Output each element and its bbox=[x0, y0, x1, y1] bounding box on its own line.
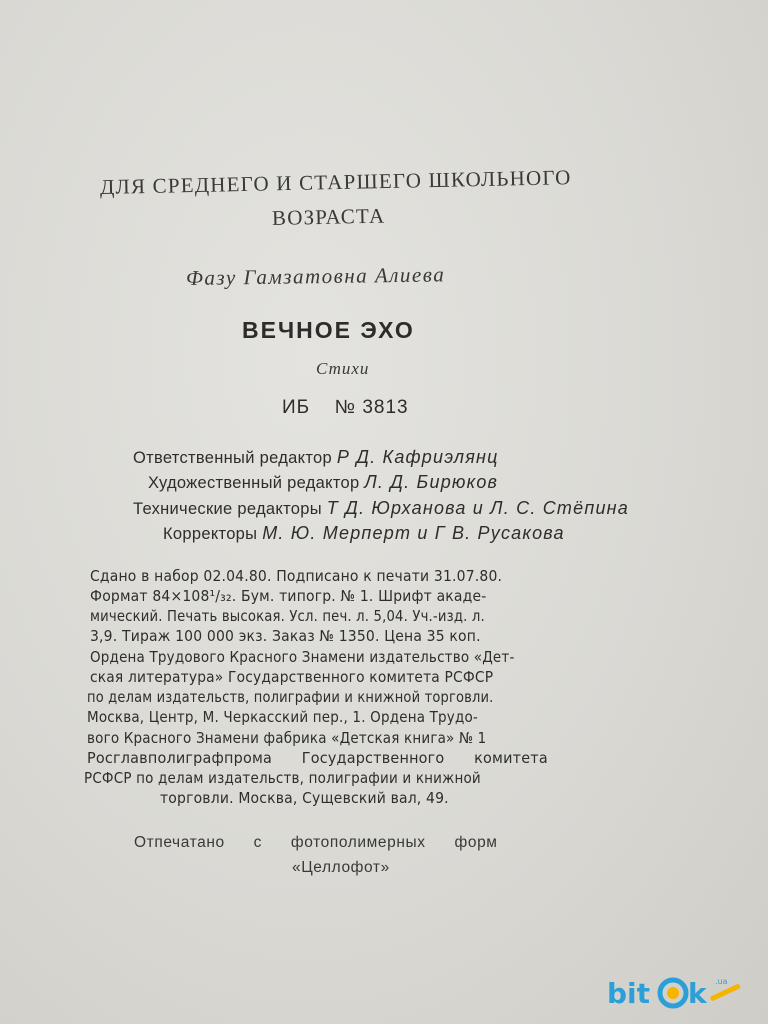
credit-line bbox=[133, 498, 629, 519]
credit-role: Художественный редактор bbox=[148, 474, 360, 492]
bitok-watermark-logo bbox=[605, 970, 755, 1020]
audience-line-2: ВОЗРАСТА bbox=[271, 203, 386, 230]
ib-label: ИБ bbox=[282, 397, 311, 418]
credit-person: Р Д. Кафриэлянц bbox=[336, 447, 499, 467]
credit-person: М. Ю. Мерперт и Г В. Русакова bbox=[262, 523, 565, 543]
credit-role: Технические редакторы bbox=[133, 500, 322, 518]
imprint-line: мический. Печать высокая. Усл. печ. л. 5,04. Уч.-изд. л. bbox=[90, 607, 485, 625]
imprint-line: вого Красного Знамени фабрика «Детская книга» № 1 bbox=[87, 729, 487, 747]
imprint-line: Ордена Трудового Красного Знамени издательство «Дет- bbox=[90, 648, 515, 666]
author-name: Фазу Гамзатовна Алиева bbox=[185, 262, 446, 290]
book-genre: Стихи bbox=[316, 359, 370, 378]
printing-note-line-2: «Целлофот» bbox=[292, 859, 390, 876]
printing-note-line-1: Отпечатано с фотополимерных форм bbox=[134, 834, 498, 851]
imprint-line: 3,9. Тираж 100 000 экз. Заказ № 1350. Цена 35 коп. bbox=[90, 627, 481, 645]
imprint-line: РСФСР по делам издательств, полиграфии и книжной bbox=[84, 769, 481, 787]
imprint-line: по делам издательств, полиграфии и книжной торговли. bbox=[87, 688, 494, 706]
bitok-logo-icon bbox=[605, 970, 755, 1020]
credit-line bbox=[163, 523, 565, 544]
credit-line bbox=[133, 447, 499, 468]
svg-text:.ua: .ua bbox=[715, 977, 728, 986]
credit-role: Корректоры bbox=[163, 525, 258, 543]
svg-text:k: k bbox=[688, 977, 707, 1010]
credit-line bbox=[148, 472, 498, 493]
credit-person: Л. Д. Бирюков bbox=[364, 472, 499, 492]
imprint-line: ская литература» Государственного комитета РСФСР bbox=[90, 668, 494, 686]
credit-person: Т Д. Юрханова и Л. С. Стёпина bbox=[326, 498, 629, 518]
ib-value: № 3813 bbox=[334, 397, 409, 418]
imprint-line: торговли. Москва, Сущевский вал, 49. bbox=[160, 789, 449, 807]
imprint-line: Сдано в набор 02.04.80. Подписано к печати 31.07.80. bbox=[90, 567, 503, 585]
svg-text:bit: bit bbox=[607, 977, 651, 1010]
book-title: ВЕЧНОЕ ЭХО bbox=[242, 317, 415, 343]
ib-number bbox=[282, 397, 409, 419]
credit-role: Ответственный редактор bbox=[133, 449, 332, 467]
imprint-line: Москва, Центр, М. Черкасский пер., 1. Ордена Трудо- bbox=[87, 708, 478, 726]
imprint-line: Росглавполиграфпрома Государственного комитета bbox=[87, 749, 548, 767]
imprint-line: Формат 84×108¹/₃₂. Бум. типогр. № 1. Шрифт акаде- bbox=[90, 587, 487, 605]
audience-line-1: ДЛЯ СРЕДНЕГО И СТАРШЕГО ШКОЛЬНОГО bbox=[99, 165, 572, 199]
